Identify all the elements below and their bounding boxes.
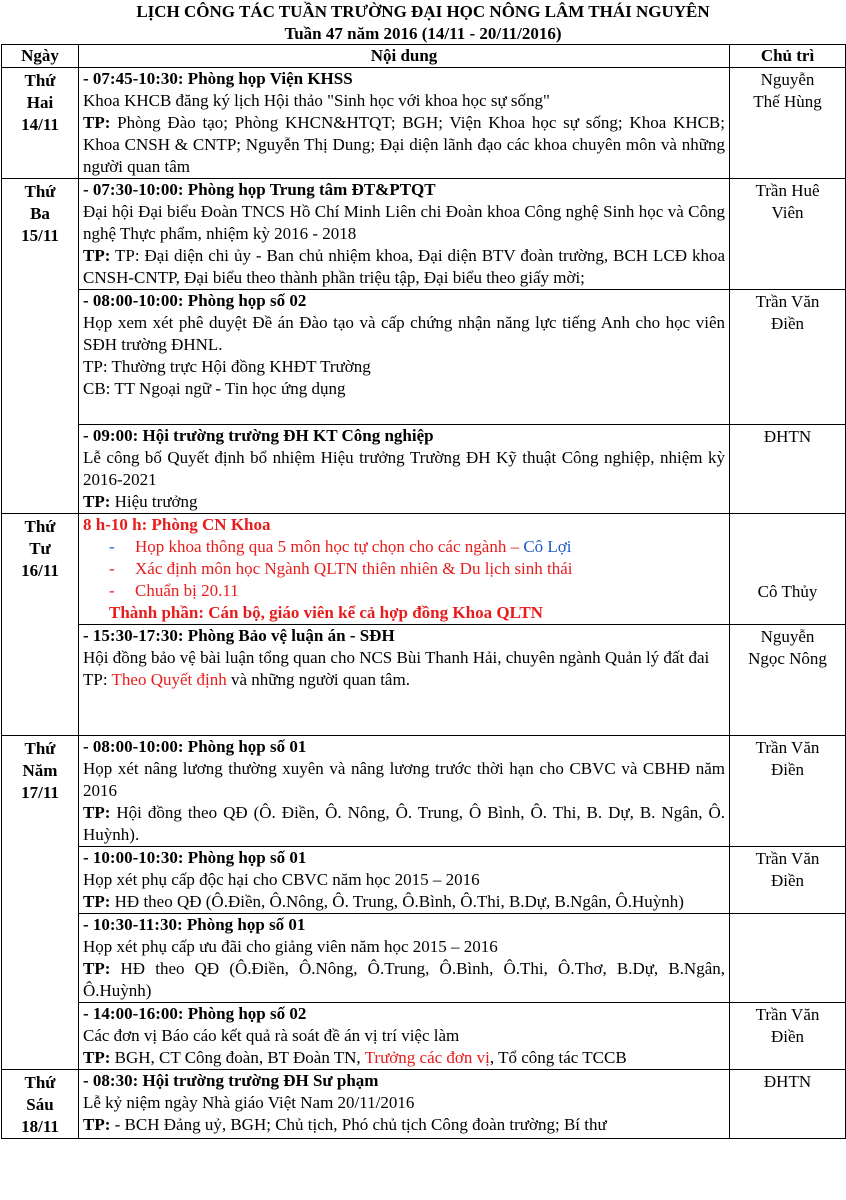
event-heading: - 09:00: Hội trường trường ĐH KT Công nghiệp <box>83 426 434 445</box>
event-content <box>79 514 730 625</box>
event-host: ĐHTN <box>730 1070 846 1139</box>
column-header-day: Ngày <box>2 45 79 68</box>
table-row <box>2 625 846 736</box>
event-heading: - 08:00-10:00: Phòng họp số 02 <box>83 291 307 310</box>
table-row <box>2 914 846 1003</box>
event-content <box>79 1003 730 1070</box>
event-participants: TP: HĐ theo QĐ (Ô.Điền, Ô.Nông, Ô.Trung, Ô.Bình, Ô.Thi, Ô.Thơ, B.Dự, B.Ngân, Ô.Huỳnh) <box>83 959 725 1000</box>
day-cell-wednesday: Thứ Tư 16/11 <box>2 514 79 736</box>
event-host: Trần Văn Điền <box>730 1003 846 1070</box>
event-content <box>79 425 730 514</box>
event-heading: - 07:30-10:00: Phòng họp Trung tâm ĐT&PTQT <box>83 180 436 199</box>
event-description: Họp xét phụ cấp độc hại cho CBVC năm học 2015 – 2016 <box>83 870 480 889</box>
event-heading: - 08:30: Hội trường trường ĐH Sư phạm <box>83 1071 379 1090</box>
event-host: Trần Văn Điền <box>730 736 846 847</box>
event-host: Trần Huê Viên <box>730 179 846 290</box>
event-heading: - 10:00-10:30: Phòng họp số 01 <box>83 848 307 867</box>
event-heading: - 14:00-16:00: Phòng họp số 02 <box>83 1004 307 1023</box>
table-row <box>2 736 846 847</box>
event-participants: TP: Phòng Đào tạo; Phòng KHCN&HTQT; BGH; Viện Khoa học sự sống; Khoa KHCB; Khoa CNSH & CNTP; Nguyễn Thị Dung; Đại diện lãnh đạo các khoa chuyên môn và những người quan tâm <box>83 113 725 176</box>
list-item: - Xác định môn học Ngành QLTN thiên nhiên & Du lịch sinh thái <box>109 559 573 578</box>
event-description: Khoa KHCB đăng ký lịch Hội thảo "Sinh học với khoa học sự sống" <box>83 91 550 110</box>
event-host: Trần Văn Điền <box>730 847 846 914</box>
event-description: Họp xem xét phê duyệt Đề án Đào tạo và cấp chứng nhận năng lực tiếng Anh cho học viên SĐH trường ĐHNL. <box>83 313 725 354</box>
event-host: ĐHTN <box>730 425 846 514</box>
table-row <box>2 179 846 290</box>
event-content <box>79 290 730 425</box>
event-host: Cô Thủy <box>730 514 846 625</box>
event-heading: - 07:45-10:30: Phòng họp Viện KHSS <box>83 69 353 88</box>
event-heading: - 10:30-11:30: Phòng họp số 01 <box>83 915 306 934</box>
table-row <box>2 847 846 914</box>
event-host <box>730 914 846 1003</box>
event-participants: TP: BGH, CT Công đoàn, BT Đoàn TN, Trưởng các đơn vị, Tổ công tác TCCB <box>83 1048 627 1067</box>
event-description: Hội đồng bảo vệ bài luận tổng quan cho NCS Bùi Thanh Hải, chuyên ngành Quản lý đất đai <box>83 648 710 667</box>
table-header-row <box>2 45 846 68</box>
table-row <box>2 68 846 179</box>
event-host: Trần Văn Điền <box>730 290 846 425</box>
event-content <box>79 736 730 847</box>
event-description: Lễ kỷ niệm ngày Nhà giáo Việt Nam 20/11/2016 <box>83 1093 415 1112</box>
day-cell-tuesday: Thứ Ba 15/11 <box>2 179 79 514</box>
event-preparer: CB: TT Ngoại ngữ - Tin học ứng dụng <box>83 379 346 398</box>
event-content <box>79 1070 730 1139</box>
list-item: - Chuẩn bị 20.11 <box>109 581 239 600</box>
column-header-host: Chủ trì <box>730 45 846 68</box>
event-content <box>79 847 730 914</box>
event-description: Họp xét phụ cấp ưu đãi cho giảng viên năm học 2015 – 2016 <box>83 937 498 956</box>
event-participants: TP: Thường trực Hội đồng KHĐT Trường <box>83 357 371 376</box>
event-participants: TP: HĐ theo QĐ (Ô.Điền, Ô.Nông, Ô. Trung, Ô.Bình, Ô.Thi, B.Dự, B.Ngân, Ô.Huỳnh) <box>83 892 684 911</box>
list-item: - Họp khoa thông qua 5 môn học tự chọn cho các ngành – Cô Lợi <box>109 537 572 556</box>
event-participants: Thành phần: Cán bộ, giáo viên kể cả hợp đồng Khoa QLTN <box>109 603 543 622</box>
table-row <box>2 514 846 625</box>
day-cell-monday: Thứ Hai 14/11 <box>2 68 79 179</box>
day-cell-thursday: Thứ Năm 17/11 <box>2 736 79 1070</box>
event-host: Nguyễn Thế Hùng <box>730 68 846 179</box>
event-description: Các đơn vị Báo cáo kết quả rà soát đề án vị trí việc làm <box>83 1026 460 1045</box>
event-content <box>79 625 730 736</box>
event-host: Nguyễn Ngọc Nông <box>730 625 846 736</box>
event-content <box>79 914 730 1003</box>
event-content <box>79 179 730 290</box>
document-title: LỊCH CÔNG TÁC TUẦN TRƯỜNG ĐẠI HỌC NÔNG LÂM THÁI NGUYÊN <box>136 2 710 21</box>
event-participants: TP: Hội đồng theo QĐ (Ô. Điền, Ô. Nông, Ô. Trung, Ô Bình, Ô. Thi, B. Dự, B. Ngân, Ô. Huỳnh). <box>83 803 725 844</box>
event-heading: - 08:00-10:00: Phòng họp số 01 <box>83 737 307 756</box>
table-row <box>2 425 846 514</box>
event-participants: TP: - BCH Đảng uỷ, BGH; Chủ tịch, Phó chủ tịch Công đoàn trường; Bí thư <box>83 1115 607 1134</box>
event-participants: TP: Theo Quyết định và những người quan tâm. <box>83 670 410 689</box>
column-header-content: Nội dung <box>79 45 730 68</box>
event-heading: - 15:30-17:30: Phòng Bảo vệ luận án - SĐH <box>83 626 395 645</box>
event-participants: TP: TP: Đại diện chi ủy - Ban chủ nhiệm khoa, Đại diện BTV đoàn trường, BCH LCĐ khoa CNSH-CNTP, Đại biểu theo thành phần triệu tập, Đại biểu theo giấy mời; <box>83 246 725 287</box>
table-row <box>2 290 846 425</box>
event-participants: TP: Hiệu trưởng <box>83 492 198 511</box>
event-description: Lễ công bố Quyết định bổ nhiệm Hiệu trưởng Trường ĐH Kỹ thuật Công nghiệp, nhiệm kỳ 2016-2021 <box>83 448 725 489</box>
event-description: Đại hội Đại biểu Đoàn TNCS Hồ Chí Minh Liên chi Đoàn khoa Công nghệ Sinh học và Công nghệ Thực phẩm, nhiệm kỳ 2016 - 2018 <box>83 202 725 243</box>
event-content <box>79 68 730 179</box>
table-row <box>2 1070 846 1139</box>
event-description: Họp xét nâng lương thường xuyên và nâng lương trước thời hạn cho CBVC và CBHĐ năm 2016 <box>83 759 725 800</box>
schedule-table <box>1 44 846 1139</box>
table-row <box>2 1003 846 1070</box>
document-subtitle: Tuần 47 năm 2016 (14/11 - 20/11/2016) <box>284 24 562 43</box>
day-cell-friday: Thứ Sáu 18/11 <box>2 1070 79 1139</box>
event-heading: 8 h-10 h: Phòng CN Khoa <box>83 515 271 534</box>
